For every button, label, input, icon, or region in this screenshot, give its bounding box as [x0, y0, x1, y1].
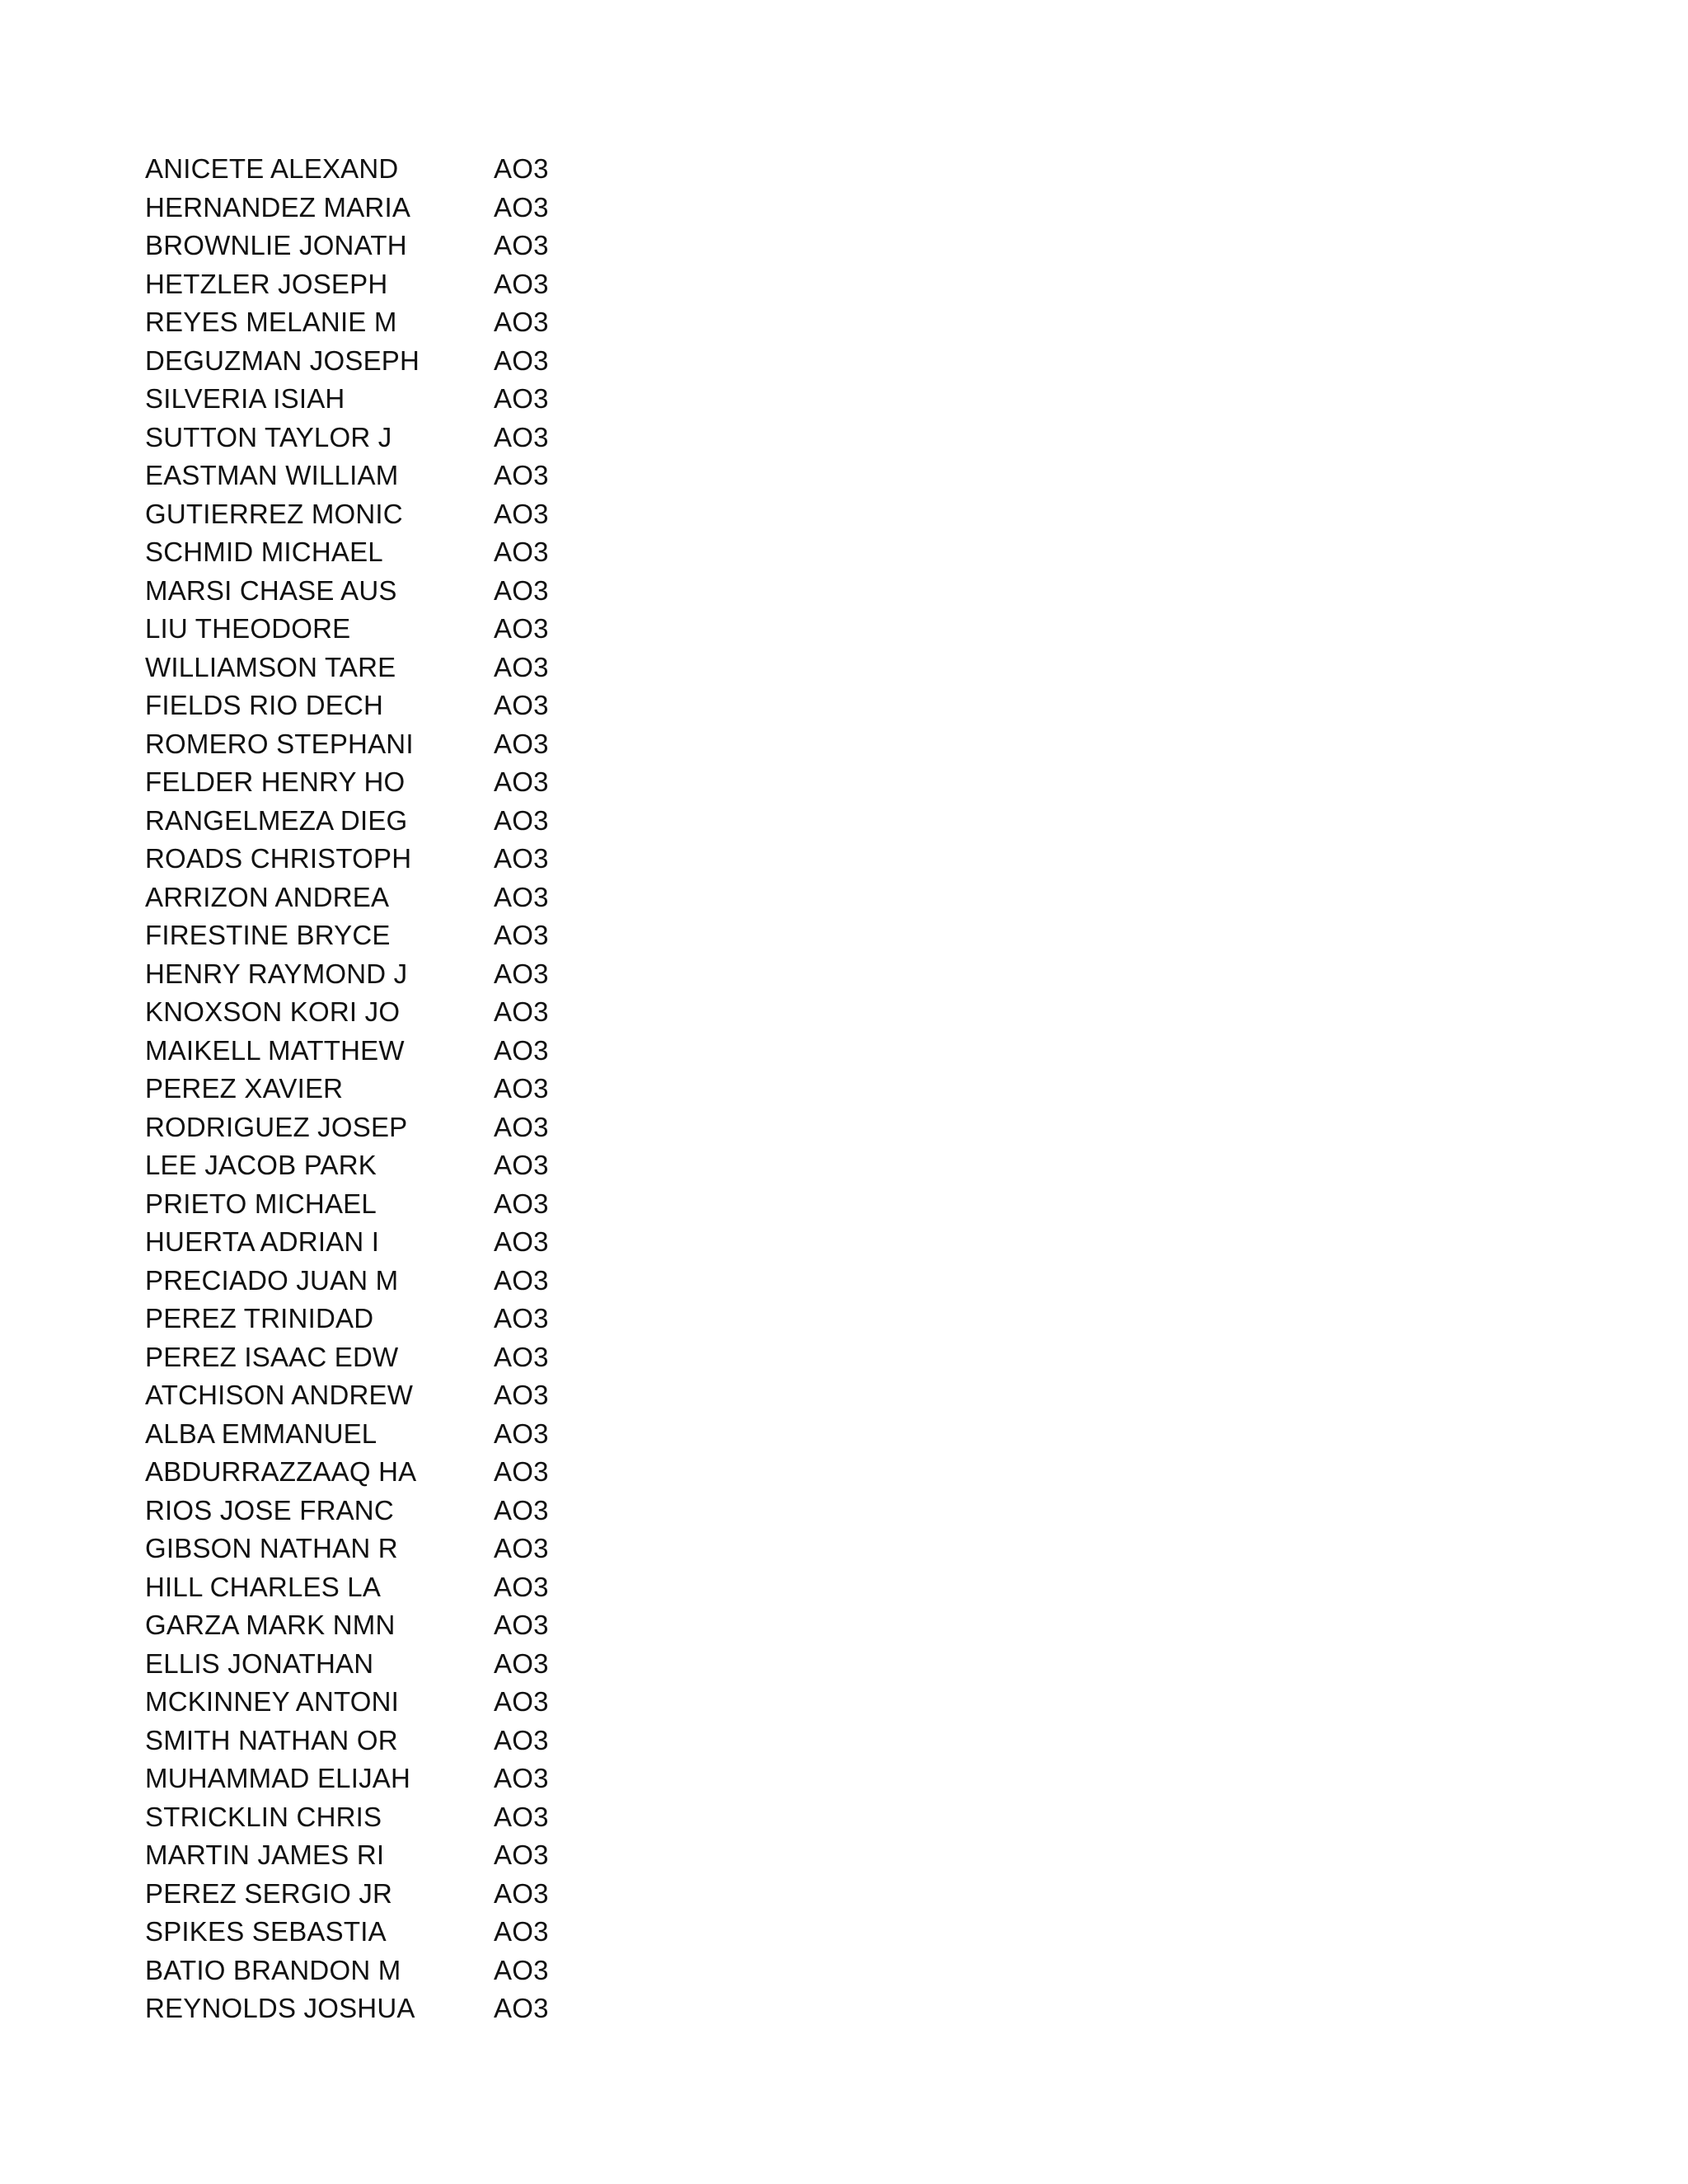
- person-name: FIRESTINE BRYCE: [145, 920, 391, 950]
- person-code: AO3: [494, 1111, 549, 1142]
- person-name: STRICKLIN CHRIS: [145, 1801, 382, 1832]
- list-item: [145, 687, 722, 725]
- person-name: PEREZ TRINIDAD: [145, 1303, 374, 1333]
- roster-list: [145, 150, 722, 2028]
- list-item: [145, 533, 722, 572]
- list-item: [145, 227, 722, 265]
- person-code: AO3: [494, 1877, 549, 1909]
- person-name: BROWNLIE JONATH: [145, 230, 407, 260]
- person-name: GARZA MARK NMN: [145, 1610, 396, 1640]
- person-code: AO3: [494, 1034, 549, 1066]
- person-code: AO3: [494, 421, 549, 452]
- list-item: [145, 993, 722, 1032]
- person-name: MARTIN JAMES RI: [145, 1840, 385, 1870]
- person-code: AO3: [494, 1571, 549, 1602]
- person-name: SUTTON TAYLOR J: [145, 421, 392, 452]
- person-code: AO3: [494, 613, 549, 644]
- person-code: AO3: [494, 1303, 549, 1333]
- person-name: MUHAMMAD ELIJAH: [145, 1763, 411, 1793]
- list-item: [145, 1990, 722, 2028]
- person-code: AO3: [494, 1801, 549, 1832]
- list-item: [145, 189, 722, 227]
- person-name: MCKINNEY ANTONI: [145, 1686, 400, 1717]
- list-item: [145, 1606, 722, 1645]
- list-item: [145, 1453, 722, 1492]
- person-name: ROADS CHRISTOPH: [145, 843, 412, 874]
- person-code: AO3: [494, 1724, 549, 1755]
- person-code: AO3: [494, 1418, 549, 1449]
- person-code: AO3: [494, 651, 549, 682]
- list-item: [145, 1683, 722, 1722]
- person-code: AO3: [494, 958, 549, 989]
- list-item: [145, 1108, 722, 1147]
- person-name: PRECIADO JUAN M: [145, 1264, 399, 1296]
- list-item: [145, 1223, 722, 1262]
- person-code: AO3: [494, 307, 549, 337]
- list-item: [145, 1300, 722, 1338]
- person-name: HUERTA ADRIAN I: [145, 1226, 380, 1257]
- person-code: AO3: [494, 153, 549, 184]
- person-code: AO3: [494, 1264, 549, 1296]
- list-item: [145, 1032, 722, 1071]
- list-item: [145, 725, 722, 764]
- person-code: AO3: [494, 460, 549, 490]
- person-name: RANGELMEZA DIEG: [145, 804, 408, 836]
- person-code: AO3: [494, 1647, 549, 1679]
- person-code: AO3: [494, 728, 549, 759]
- list-item: [145, 763, 722, 802]
- person-code: AO3: [494, 1380, 549, 1410]
- person-name: HILL CHARLES LA: [145, 1571, 382, 1602]
- person-name: SMITH NATHAN OR: [145, 1724, 398, 1755]
- person-name: ATCHISON ANDREW: [145, 1380, 414, 1410]
- person-code: AO3: [494, 1188, 549, 1219]
- person-name: BATIO BRANDON M: [145, 1954, 401, 1985]
- person-name: MARSI CHASE AUS: [145, 574, 397, 606]
- person-name: SCHMID MICHAEL: [145, 537, 383, 567]
- person-name: SPIKES SEBASTIA: [145, 1916, 387, 1947]
- person-name: DEGUZMAN JOSEPH: [145, 344, 420, 376]
- person-code: AO3: [494, 498, 549, 529]
- person-code: AO3: [494, 1456, 549, 1487]
- list-item: [145, 879, 722, 917]
- list-item: [145, 1492, 722, 1530]
- person-code: AO3: [494, 344, 549, 376]
- person-code: AO3: [494, 996, 549, 1027]
- person-code: AO3: [494, 537, 549, 567]
- list-item: [145, 802, 722, 841]
- person-code: AO3: [494, 1840, 549, 1870]
- person-name: ARRIZON ANDREA: [145, 881, 390, 912]
- person-name: EASTMAN WILLIAM: [145, 460, 399, 490]
- list-item: [145, 380, 722, 419]
- person-code: AO3: [494, 383, 549, 414]
- person-name: LIU THEODORE: [145, 613, 351, 644]
- person-code: AO3: [494, 1226, 549, 1257]
- person-name: SILVERIA ISIAH: [145, 383, 345, 414]
- person-name: WILLIAMSON TARE: [145, 651, 396, 682]
- list-item: [145, 1645, 722, 1684]
- list-item: [145, 610, 722, 649]
- person-name: RIOS JOSE FRANC: [145, 1494, 394, 1526]
- list-item: [145, 1875, 722, 1914]
- list-item: [145, 955, 722, 994]
- list-item: [145, 265, 722, 304]
- person-code: AO3: [494, 1494, 549, 1526]
- person-name: ANICETE ALEXAND: [145, 153, 399, 184]
- person-code: AO3: [494, 1073, 549, 1104]
- person-name: MAIKELL MATTHEW: [145, 1034, 405, 1066]
- person-code: AO3: [494, 1763, 549, 1793]
- list-item: [145, 1070, 722, 1108]
- person-name: ABDURRAZZAAQ HA: [145, 1456, 417, 1487]
- person-code: AO3: [494, 843, 549, 874]
- list-item: [145, 1722, 722, 1760]
- person-code: AO3: [494, 1533, 549, 1563]
- person-name: GIBSON NATHAN R: [145, 1533, 398, 1563]
- list-item: [145, 649, 722, 687]
- person-name: ALBA EMMANUEL: [145, 1418, 377, 1449]
- person-code: AO3: [494, 191, 549, 223]
- list-item: [145, 1415, 722, 1454]
- person-code: AO3: [494, 1916, 549, 1947]
- person-name: PEREZ ISAAC EDW: [145, 1341, 399, 1372]
- person-code: AO3: [494, 1150, 549, 1180]
- list-item: [145, 1952, 722, 1990]
- list-item: [145, 342, 722, 381]
- list-item: [145, 1798, 722, 1837]
- person-name: RODRIGUEZ JOSEP: [145, 1111, 408, 1142]
- person-code: AO3: [494, 1686, 549, 1717]
- person-code: AO3: [494, 920, 549, 950]
- list-item: [145, 1568, 722, 1607]
- person-name: FELDER HENRY HO: [145, 766, 406, 797]
- person-name: REYES MELANIE M: [145, 307, 397, 337]
- list-item: [145, 1376, 722, 1415]
- list-item: [145, 495, 722, 534]
- list-item: [145, 150, 722, 189]
- person-name: ELLIS JONATHAN: [145, 1647, 374, 1679]
- list-item: [145, 840, 722, 879]
- list-item: [145, 1146, 722, 1185]
- list-item: [145, 1262, 722, 1301]
- person-code: AO3: [494, 1993, 549, 2023]
- person-code: AO3: [494, 230, 549, 260]
- list-item: [145, 457, 722, 495]
- list-item: [145, 1530, 722, 1568]
- list-item: [145, 572, 722, 611]
- list-item: [145, 419, 722, 457]
- person-code: AO3: [494, 881, 549, 912]
- person-code: AO3: [494, 766, 549, 797]
- person-code: AO3: [494, 574, 549, 606]
- person-name: KNOXSON KORI JO: [145, 996, 401, 1027]
- person-code: AO3: [494, 1954, 549, 1985]
- person-name: HENRY RAYMOND J: [145, 958, 408, 989]
- person-name: HERNANDEZ MARIA: [145, 191, 411, 223]
- person-code: AO3: [494, 690, 549, 720]
- person-name: LEE JACOB PARK: [145, 1150, 377, 1180]
- list-item: [145, 1913, 722, 1952]
- person-name: PEREZ SERGIO JR: [145, 1877, 393, 1909]
- person-code: AO3: [494, 1610, 549, 1640]
- person-code: AO3: [494, 1341, 549, 1372]
- person-code: AO3: [494, 268, 549, 299]
- person-code: AO3: [494, 804, 549, 836]
- person-name: GUTIERREZ MONIC: [145, 498, 403, 529]
- person-name: ROMERO STEPHANI: [145, 728, 414, 759]
- list-item: [145, 1185, 722, 1224]
- person-name: REYNOLDS JOSHUA: [145, 1993, 415, 2023]
- person-name: PRIETO MICHAEL: [145, 1188, 377, 1219]
- list-item: [145, 1836, 722, 1875]
- list-item: [145, 1338, 722, 1377]
- list-item: [145, 916, 722, 955]
- person-name: FIELDS RIO DECH: [145, 690, 384, 720]
- person-name: HETZLER JOSEPH: [145, 268, 388, 299]
- list-item: [145, 303, 722, 342]
- person-name: PEREZ XAVIER: [145, 1073, 344, 1104]
- list-item: [145, 1760, 722, 1798]
